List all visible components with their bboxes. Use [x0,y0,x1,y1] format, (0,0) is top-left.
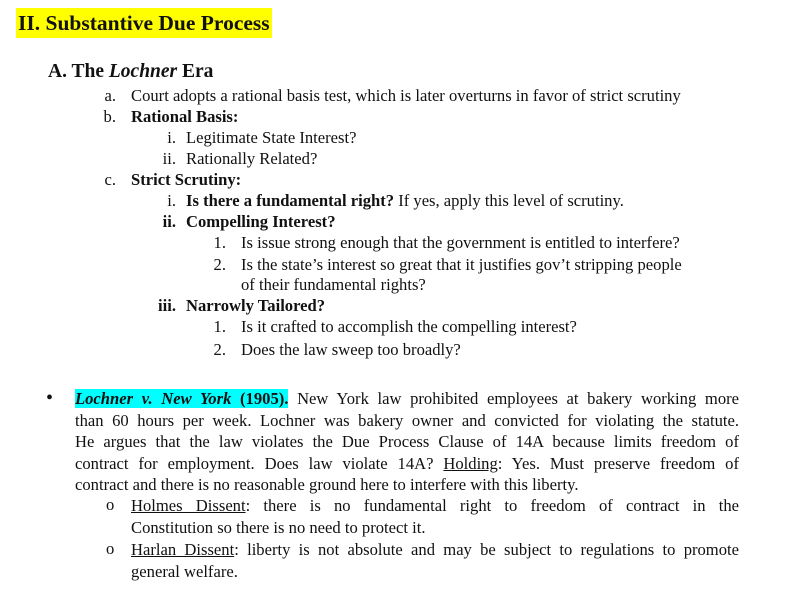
case-line-1 [75,388,739,410]
harlan-dissent-text: : liberty is not absolute and may be subject to regulations to promote [234,540,739,559]
outline-item-b-ii: Rationally Related? [186,149,318,168]
outline-item-a: Court adopts a rational basis test, which is later overturns in favor of strict scrutiny [131,86,681,105]
case-year: (1905). [240,389,289,408]
case-bullet: • [46,387,54,409]
subsection-suffix: Era [182,61,214,82]
outline-marker-b: b. [103,107,116,126]
subsection-prefix: A. The [48,61,104,82]
case-line-3: He argues that the law violates the Due Process Clause of 14A because limits freedom of [75,432,739,452]
holmes-dissent [131,495,739,538]
section-heading [16,8,272,38]
outline-item-b-i: Legitimate State Interest? [186,128,357,147]
outline-marker-c-iii: iii. [158,296,176,315]
outline-item-c-ii-2-line2: of their fundamental rights? [241,275,426,294]
case-line-4 [75,453,739,475]
outline-marker-c-ii-2: 2. [213,255,226,274]
holding-label: Holding [443,453,498,473]
holmes-dissent-text: : there is no fundamental right to freedom of contract in the [245,496,739,515]
case-paragraph [75,388,739,496]
case-line-5: contract and there is no reasonable ground here to interfere with this liberty. [75,475,579,495]
section-heading-text: II. Substantive Due Process [18,11,270,35]
outline-item-b: Rational Basis: [131,107,239,126]
case-name-highlight [75,389,288,408]
case-question: contract for employment. Does law violate 14A? [75,453,444,473]
outline-marker-a: a. [104,86,116,105]
outline-marker-c: c. [104,170,116,189]
outline-item-c-ii-1: Is issue strong enough that the government is entitled to interfere? [241,233,680,252]
outline-marker-c-iii-1: 1. [213,317,226,336]
outline-marker-c-ii-1: 1. [213,233,226,252]
subsection-heading [48,60,213,84]
outline-marker-b-ii: ii. [162,149,176,168]
outline-marker-c-ii: ii. [162,212,176,231]
outline-item-c-iii-2: Does the law sweep too broadly? [241,340,461,359]
outline-marker-c-i: i. [167,191,176,210]
outline-item-c-ii: Compelling Interest? [186,212,336,231]
holmes-dissent-line-1 [131,495,739,517]
harlan-dissent-label: Harlan Dissent [131,540,235,559]
outline-item-c: Strict Scrutiny: [131,170,242,189]
case-line-2: than 60 hours per week. Lochner was bakery owner and convicted for violating the statute. [75,410,739,430]
subsection-italic-name: Lochner [108,61,178,82]
harlan-dissent-line-1 [131,539,739,561]
harlan-dissent [131,539,739,582]
outline-item-c-ii-2-line1: Is the state’s interest so great that it justifies gov’t stripping people [241,255,682,274]
case-name: Lochner v. New York [75,389,232,408]
outline-item-c-iii: Narrowly Tailored? [186,296,326,315]
harlan-dissent-line-2: general welfare. [131,561,238,581]
outline-marker-b-i: i. [167,128,176,147]
outline-item-c-i [186,191,624,211]
case-line-1-text: New York law prohibited employees at bakery working more [288,389,740,408]
fundamental-right-instruction: If yes, apply this level of scrutiny. [394,191,624,210]
dissent-marker-holmes: o [106,495,115,514]
fundamental-right-question: Is there a fundamental right? [186,191,395,210]
holding-text: : Yes. Must preserve freedom of [497,453,740,473]
dissent-marker-harlan: o [106,539,115,558]
outline-marker-c-iii-2: 2. [213,340,226,359]
holmes-dissent-line-2: Constitution so there is no need to protect it. [131,517,426,537]
outline-item-c-iii-1: Is it crafted to accomplish the compelling interest? [241,317,577,336]
holmes-dissent-label: Holmes Dissent [131,496,246,515]
